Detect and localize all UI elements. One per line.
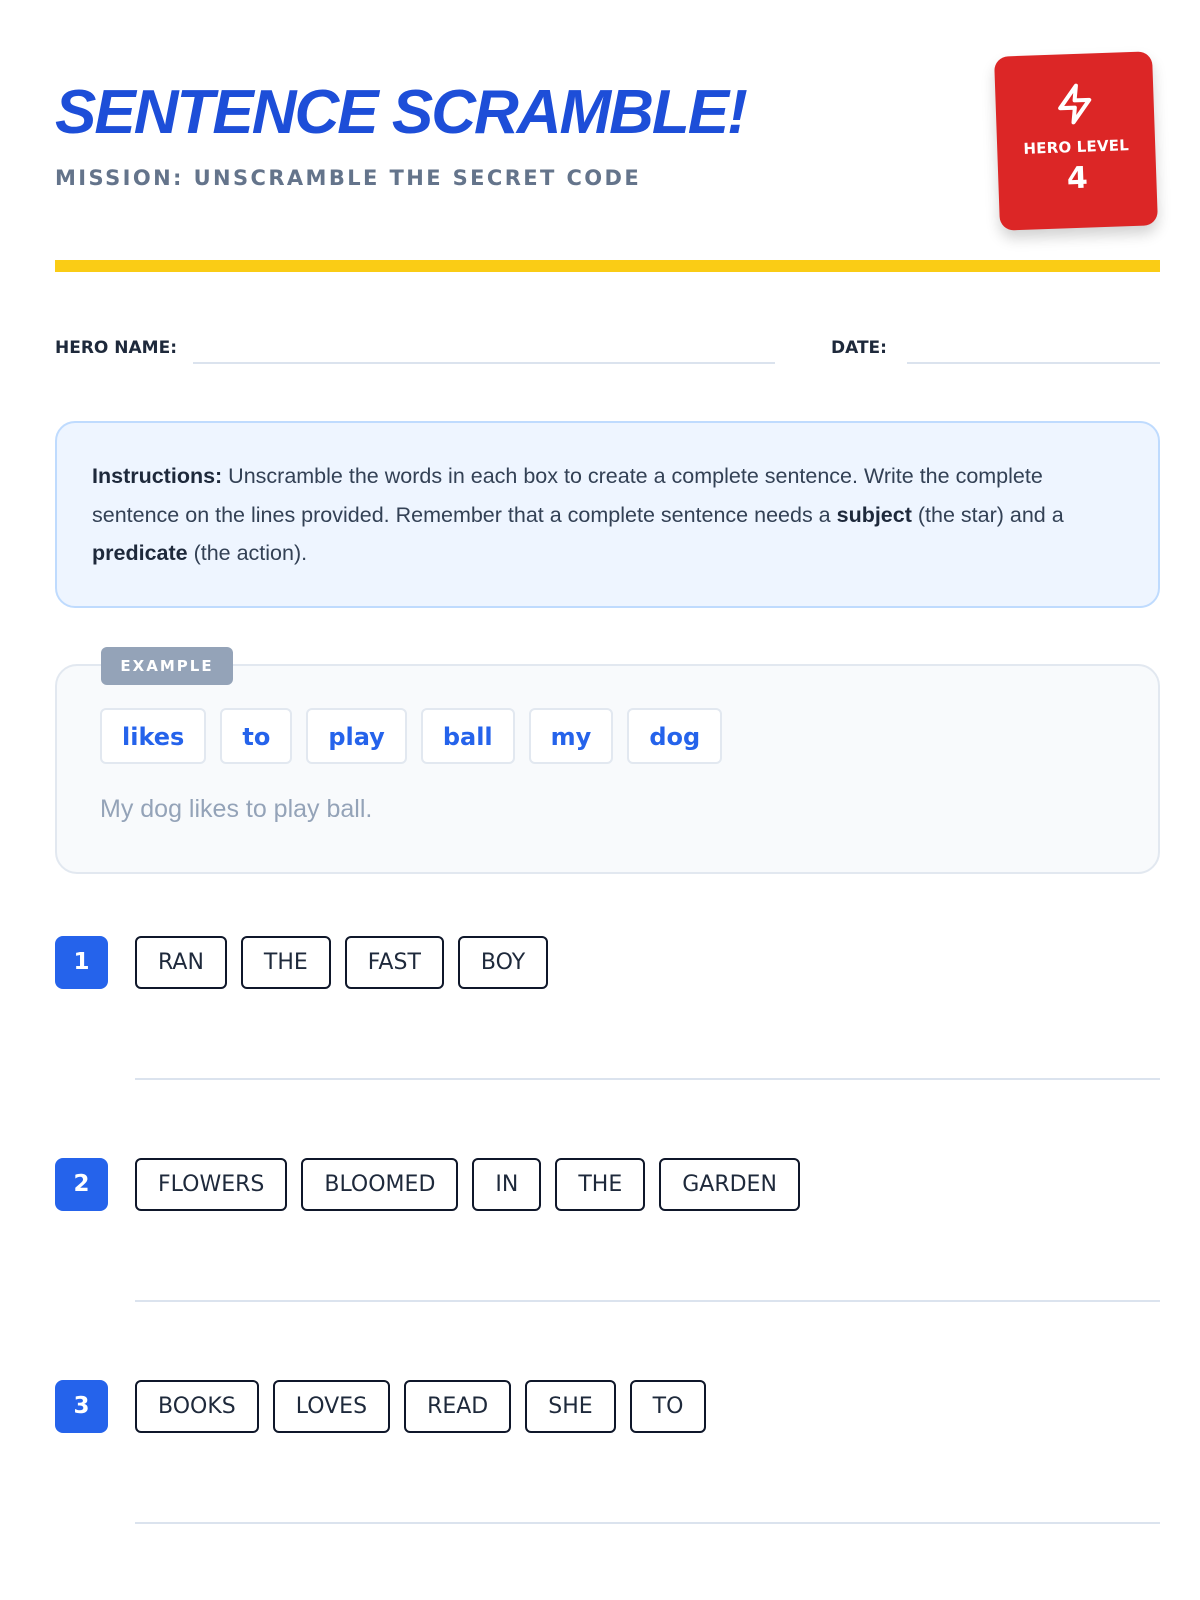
header-divider: [55, 260, 1160, 272]
scrambled-word-tile: FAST: [345, 936, 444, 989]
hero-level-label: HERO LEVEL: [1023, 136, 1130, 158]
date-label: DATE:: [831, 338, 887, 358]
answer-line[interactable]: [135, 1300, 1160, 1302]
scrambled-word-tile: READ: [404, 1380, 511, 1433]
question-number-badge: 3: [55, 1380, 108, 1433]
scrambled-word-tile: TO: [630, 1380, 707, 1433]
scrambled-word-list: [135, 936, 562, 989]
instructions-subject: subject: [836, 502, 912, 527]
instructions-text-1: Unscramble the words in each box to create a complete sentence. Write the complete sentence on the lines provided. Remember that a complete sentence needs a: [92, 464, 1043, 527]
example-word-list: [100, 708, 736, 764]
example-word-tile: to: [220, 708, 292, 764]
scrambled-word-list: [135, 1380, 720, 1433]
scrambled-word-tile: BOOKS: [135, 1380, 259, 1433]
example-word-tile: my: [529, 708, 614, 764]
example-tag: EXAMPLE: [101, 647, 233, 685]
example-answer: My dog likes to play ball.: [100, 795, 373, 823]
scrambled-word-tile: GARDEN: [659, 1158, 800, 1211]
date-line[interactable]: [907, 362, 1160, 364]
example-word-tile: play: [306, 708, 407, 764]
question-2: [55, 1158, 1160, 1358]
page-title: SENTENCE SCRAMBLE!: [55, 78, 746, 147]
scrambled-word-tile: SHE: [525, 1380, 615, 1433]
scrambled-word-tile: THE: [241, 936, 331, 989]
question-number-badge: 1: [55, 936, 108, 989]
instructions-lead: Instructions:: [92, 464, 223, 488]
scrambled-word-tile: RAN: [135, 936, 227, 989]
instructions-box: [55, 421, 1160, 608]
scrambled-word-list: [135, 1158, 814, 1211]
example-word-tile: ball: [421, 708, 515, 764]
instructions-predicate: predicate: [92, 541, 188, 565]
scrambled-word-tile: FLOWERS: [135, 1158, 287, 1211]
question-1: [55, 936, 1160, 1136]
answer-line[interactable]: [135, 1078, 1160, 1080]
worksheet-page: [55, 0, 1160, 1600]
instructions-text-3: (the action).: [187, 541, 308, 565]
question-3: [55, 1380, 1160, 1580]
example-box: [55, 657, 1160, 874]
instructions-text-2: (the star) and a: [911, 502, 1064, 527]
hero-name-label: HERO NAME:: [55, 338, 178, 358]
example-word-tile: likes: [100, 708, 206, 764]
scrambled-word-tile: LOVES: [273, 1380, 390, 1433]
example-word-tile: dog: [627, 708, 722, 764]
scrambled-word-tile: IN: [472, 1158, 541, 1211]
lightning-bolt-icon: [1052, 79, 1098, 129]
hero-level-badge: [994, 51, 1158, 230]
question-number-badge: 2: [55, 1158, 108, 1211]
scrambled-word-tile: BLOOMED: [301, 1158, 458, 1211]
scrambled-word-tile: THE: [555, 1158, 645, 1211]
answer-line[interactable]: [135, 1522, 1160, 1524]
hero-name-line[interactable]: [193, 362, 775, 364]
page-subtitle: MISSION: UNSCRAMBLE THE SECRET CODE: [55, 166, 642, 190]
hero-level-number: 4: [1066, 160, 1089, 197]
scrambled-word-tile: BOY: [458, 936, 548, 989]
